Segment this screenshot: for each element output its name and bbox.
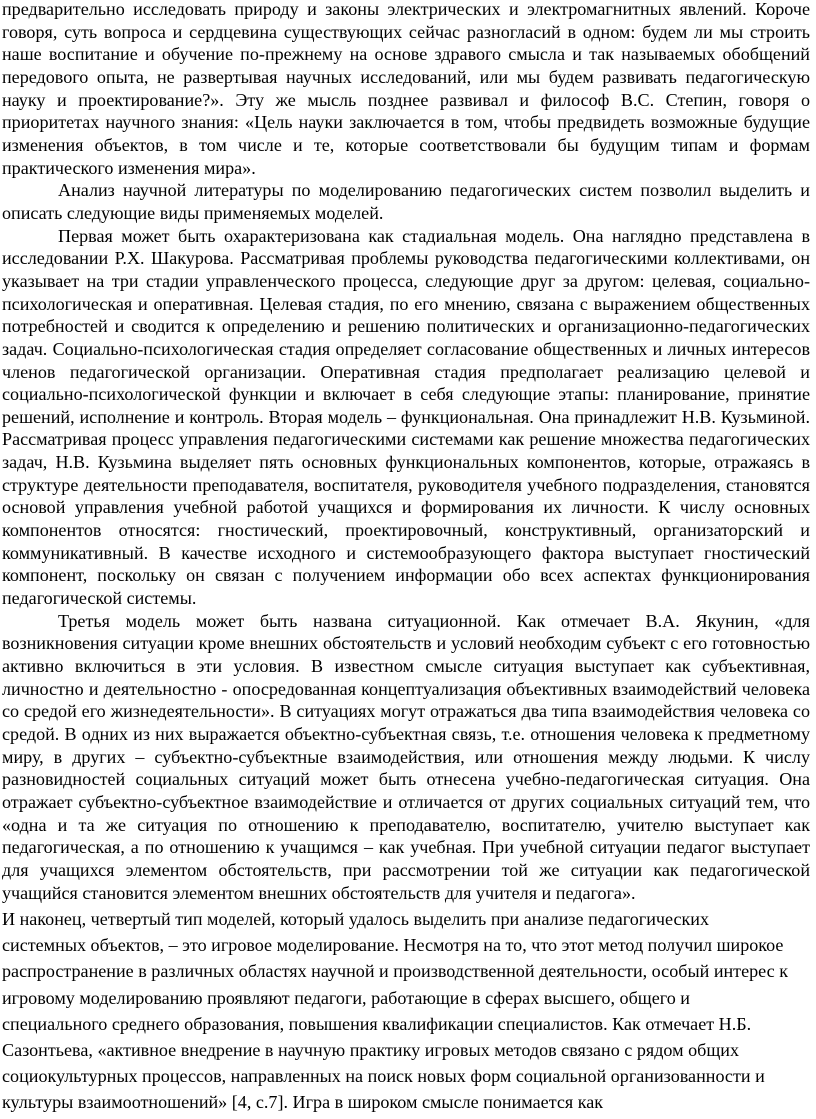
paragraph-game-modeling: И наконец, четвертый тип моделей, который удалось выделить при анализе педагогических системных объектов, – это игровое моделирование. Несмотря на то, что этот метод получил широкое распространение в различных областях научной и производственной деятельности, особый интерес к игровому моделированию проявляют педагоги, работающие в сферах высшего, общего и специального среднего образования, повышения квалификации специалистов. Как отмечает Н.Б. Сазонтьева, «активное внедрение в научную практику игровых методов связано с рядом общих социокультурных процессов, направленных на поиск новых форм социальной организованности и культуры взаимоотношений» [4, с.7]. Игра в широком смысле понимается как (2, 909, 788, 1112)
paragraph-analysis: Анализ научной литературы по моделированию педагогических систем позволил выделить и описать следующие виды применяемых моделей. (2, 180, 810, 223)
paragraph-stage-and-functional-models: Первая может быть охарактеризована как стадиальная модель. Она наглядно представлена в исследовании Р.Х. Шакурова. Рассматривая проблемы руководства педагогическими коллективами, он указывает на три стадии управленческого процесса, следующие друг за другом: целевая, социально-психологическая и оперативная. Целевая стадия, по его мнению, связана с выражением общественных потребностей и сводится к определению и решению политических и организационно-педагогических задач. Социально-психологическая стадия определяет согласование общественных и личных интересов членов педагогической организации. Оперативная стадия предполагает реализацию целевой и социально-психологической функции и включает в себя следующие этапы: планирование, принятие решений, исполнение и контроль. Вторая модель – функциональная. Она принадлежит Н.В. Кузьминой. Рассматривая процесс управления педагогическими системами как решение множества педагогических задач, Н.В. Кузьмина выделяет пять основных функциональных компонентов, которые, отражаясь в структуре деятельности преподавателя, воспитателя, руководителя учебного подразделения, становятся основой управления учебной работой учащихся и формирования их личности. К числу основных компонентов относятся: гностический, проектировочный, конструктивный, организаторский и коммуникативный. В качестве исходного и системообразующего фактора выступает гностический компонент, поскольку он связан с получением информации обо всех аспектах функционирования педагогической системы. (2, 225, 810, 609)
paragraph-situational-model: Третья модель может быть названа ситуационной. Как отмечает В.А. Якунин, «для возникновения ситуации кроме внешних обстоятельств и условий необходим субъект с его готовностью активно включиться в эти условия. В известном смысле ситуация выступает как субъективная, личностно и деятельностно - опосредованная концептуализация объективных взаимодействий человека со средой его жизнедеятельности». В ситуациях могут отражаться два типа взаимодействия человека со средой. В одних из них выражается объектно-субъектная связь, т.е. отношения человека к предметному миру, в других – субъектно-субъектные взаимодействия, или отношения между людьми. К числу разновидностей социальных ситуаций может быть отнесена учебно-педагогическая ситуация. Она отражает субъектно-субъектное взаимодействие и отличается от других социальных ситуаций тем, что «одна и та же ситуация по отношению к преподавателю, воспитателю, учителю выступает как педагогическая, а по отношению к учащимся – как учебная. При учебной ситуации педагог выступает для учащихся элементом обстоятельств, при рассмотрении той же ситуации как педагогической учащийся становится элементом внешних обстоятельств для учителя и педагога». (2, 610, 810, 903)
paragraph-continuation: предварительно исследовать природу и законы электрических и электромагнитных явлений. Короче говоря, суть вопроса и сердцевина существующих сейчас разногласий в одном: будем ли мы строить наше воспитание и обучение по-прежнему на основе здравого смысла и так называемых обобщений передового опыта, не развертывая научных исследований, или мы будем развивать педагогическую науку и проектирование?». Эту же мысль позднее развивал и философ В.С. Степин, говоря о приоритетах научного знания: «Цель науки заключается в том, чтобы предвидеть возможные будущие изменения объектов, в том числе и те, которые соответствовали бы будущим типам и формам практического изменения мира». (2, 0, 810, 178)
